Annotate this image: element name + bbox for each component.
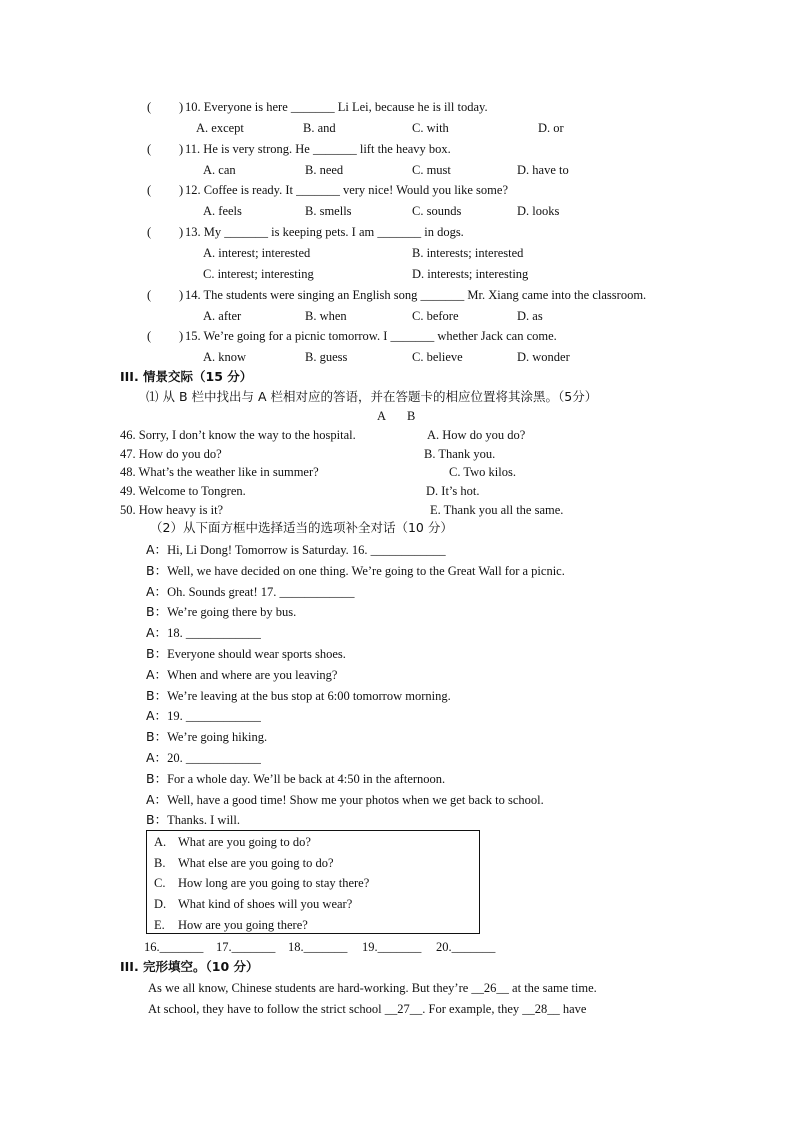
dialogue-text: Oh. Sounds great! 17. ____________: [167, 584, 355, 599]
dialogue-text: We’re going there by bus.: [167, 605, 297, 620]
dialogue-line: [146, 709, 261, 723]
question-stem: 11. He is very strong. He _______ lift the heavy box.: [185, 142, 451, 156]
dialogue-line: [146, 564, 565, 578]
section-title-dialogue: III. 情景交际（15 分）: [120, 369, 253, 384]
column-b-header: B: [407, 409, 416, 423]
answer-paren-close: ): [179, 329, 184, 343]
option-b[interactable]: B. interests; interested: [412, 246, 524, 260]
box-option-text: What kind of shoes will you wear?: [178, 897, 353, 912]
cloze-text: at the same time.: [508, 981, 597, 995]
dialogue-text: Well, have a good time! Show me your photos when we get back to school.: [167, 792, 544, 807]
option-b[interactable]: B. need: [305, 163, 344, 177]
option-a[interactable]: A. after: [203, 309, 242, 323]
speaker-label: B：: [146, 729, 168, 745]
box-option-text: What else are you going to do?: [178, 855, 334, 870]
answer-blank-19[interactable]: 19._______: [362, 940, 422, 954]
box-option-text: How are you going there?: [178, 917, 308, 932]
speaker-label: A：: [146, 791, 168, 807]
answer-blank-16[interactable]: 16._______: [144, 940, 204, 954]
option-d[interactable]: D. wonder: [517, 350, 570, 364]
col-a-item: 46. Sorry, I don’t know the way to the hospital.: [120, 428, 356, 442]
speaker-label: B：: [146, 812, 168, 828]
speaker-label: B：: [146, 646, 168, 661]
question-stem: 14. The students were singing an English song _______ Mr. Xiang came into the classroom.: [185, 288, 647, 302]
cloze-text: have: [559, 1002, 587, 1016]
col-b-item: D. It’s hot.: [426, 484, 480, 498]
speaker-label: A：: [146, 666, 168, 682]
column-a-header: A: [377, 409, 387, 423]
answer-paren-close: ): [179, 100, 184, 114]
dialogue-line: [146, 605, 296, 619]
option-b[interactable]: B. and: [303, 121, 336, 135]
col-a-item: 48. What’s the weather like in summer?: [120, 465, 319, 479]
cloze-blank-26[interactable]: __26__: [471, 981, 509, 995]
option-c[interactable]: C. with: [412, 121, 449, 135]
matching-instruction: ⑴ 从 B 栏中找出与 A 栏相对应的答语，并在答题卡的相应位置将其涂黑。（5分）: [146, 389, 598, 404]
speaker-label: B：: [146, 604, 168, 620]
answer-blank-17[interactable]: 17._______: [216, 940, 276, 954]
box-option-text: What are you going to do?: [178, 835, 311, 849]
box-option-text: How long are you going to stay there?: [178, 876, 370, 891]
option-a[interactable]: A. except: [196, 121, 244, 135]
question-stem: 13. My _______ is keeping pets. I am _______ in dogs.: [185, 225, 464, 239]
cloze-line-2: [148, 1002, 586, 1016]
answer-paren-close: ): [179, 142, 184, 156]
box-option: [154, 856, 334, 870]
question-stem: 10. Everyone is here _______ Li Lei, because he is ill today.: [185, 100, 488, 114]
answer-paren[interactable]: (: [147, 288, 152, 302]
option-a[interactable]: A. can: [203, 163, 236, 177]
speaker-label: A：: [146, 542, 168, 557]
cloze-text: . For example, they: [422, 1002, 523, 1016]
box-option: [154, 876, 369, 890]
option-a[interactable]: A. know: [203, 350, 247, 364]
option-d[interactable]: D. as: [517, 309, 543, 323]
answer-blank-18[interactable]: 18._______: [288, 940, 348, 954]
option-d[interactable]: D. have to: [517, 163, 569, 177]
dialogue-instruction: （2）从下面方框中选择适当的选项补全对话（10 分）: [150, 520, 453, 535]
box-option: [154, 897, 352, 911]
dialogue-text: 19. ____________: [167, 709, 261, 724]
option-a[interactable]: A. feels: [203, 204, 242, 218]
box-option: [154, 918, 308, 932]
box-option-letter: C.: [154, 876, 166, 891]
box-option-letter: A.: [154, 835, 167, 849]
dialogue-line: [146, 585, 355, 599]
cloze-line-1: [148, 981, 597, 995]
dialogue-line: [146, 730, 267, 744]
dialogue-text: For a whole day. We’ll be back at 4:50 in the afternoon.: [167, 771, 446, 786]
cloze-text: At school, they have to follow the strict school: [148, 1002, 385, 1016]
col-a-item: 49. Welcome to Tongren.: [120, 484, 246, 498]
box-option-letter: E.: [154, 917, 165, 932]
dialogue-line: [146, 626, 261, 640]
dialogue-text: Everyone should wear sports shoes.: [167, 647, 346, 661]
answer-paren[interactable]: (: [147, 329, 152, 343]
option-b[interactable]: B. guess: [305, 350, 348, 364]
dialogue-text: When and where are you leaving?: [167, 667, 338, 682]
option-c[interactable]: C. before: [412, 309, 459, 323]
box-option: [154, 835, 311, 849]
cloze-text: As we all know, Chinese students are hard-working. But they’re: [148, 981, 472, 995]
box-option-letter: D.: [154, 897, 167, 912]
answer-paren[interactable]: (: [147, 225, 152, 239]
dialogue-line: [146, 668, 337, 682]
option-c[interactable]: C. must: [412, 163, 451, 177]
speaker-label: A：: [146, 708, 168, 724]
dialogue-line: [146, 647, 346, 661]
question-stem: 15. We’re going for a picnic tomorrow. I _______ whether Jack can come.: [185, 329, 557, 343]
option-d[interactable]: D. interests; interesting: [412, 267, 529, 281]
answer-paren-close: ): [179, 288, 184, 302]
option-c[interactable]: C. interest; interesting: [203, 267, 314, 281]
dialogue-text: Well, we have decided on one thing. We’re going to the Great Wall for a picnic.: [167, 563, 565, 578]
section-title-cloze: III. 完形填空。（10 分）: [120, 959, 259, 974]
question-stem: 12. Coffee is ready. It _______ very nice! Would you like some?: [185, 183, 508, 197]
col-b-item: A. How do you do?: [427, 428, 526, 442]
option-a[interactable]: A. interest; interested: [203, 246, 311, 260]
col-a-item: 50. How heavy is it?: [120, 503, 224, 517]
cloze-blank-27[interactable]: __27__: [384, 1002, 423, 1016]
answer-paren[interactable]: (: [147, 142, 152, 156]
answer-paren-close: ): [179, 225, 184, 239]
option-d[interactable]: D. looks: [517, 204, 560, 218]
col-b-item: C. Two kilos.: [449, 465, 516, 479]
dialogue-text: Thanks. I will.: [167, 813, 240, 828]
dialogue-line: [146, 793, 544, 807]
dialogue-text: We’re leaving at the bus stop at 6:00 tomorrow morning.: [167, 688, 451, 703]
dialogue-line: [146, 543, 446, 557]
answer-paren[interactable]: (: [147, 183, 152, 197]
option-b[interactable]: B. when: [305, 309, 347, 323]
option-b[interactable]: B. smells: [305, 204, 352, 218]
speaker-label: A：: [146, 625, 168, 641]
speaker-label: B：: [146, 687, 168, 703]
col-b-item: B. Thank you.: [424, 447, 496, 461]
speaker-label: B：: [146, 770, 168, 786]
dialogue-line: [146, 813, 240, 827]
dialogue-line: [146, 772, 445, 786]
dialogue-line: [146, 751, 261, 765]
cloze-blank-28[interactable]: __28__: [522, 1002, 560, 1016]
speaker-label: A：: [146, 583, 168, 599]
dialogue-text: 20. ____________: [167, 751, 261, 765]
box-option-letter: B.: [154, 855, 166, 870]
dialogue-text: 18. ____________: [167, 626, 261, 641]
speaker-label: B：: [146, 562, 168, 578]
option-d[interactable]: D. or: [538, 121, 564, 135]
col-a-item: 47. How do you do?: [120, 447, 222, 461]
option-c[interactable]: C. sounds: [412, 204, 462, 218]
speaker-label: A：: [146, 750, 168, 765]
col-b-item: E. Thank you all the same.: [430, 503, 564, 517]
dialogue-line: [146, 689, 451, 703]
answer-blank-20[interactable]: 20._______: [436, 940, 496, 954]
dialogue-text: We’re going hiking.: [167, 730, 268, 745]
dialogue-text: Hi, Li Dong! Tomorrow is Saturday. 16. ____________: [167, 543, 446, 557]
option-c[interactable]: C. believe: [412, 350, 463, 364]
answer-paren-close: ): [179, 183, 184, 197]
answer-paren[interactable]: (: [147, 100, 152, 114]
